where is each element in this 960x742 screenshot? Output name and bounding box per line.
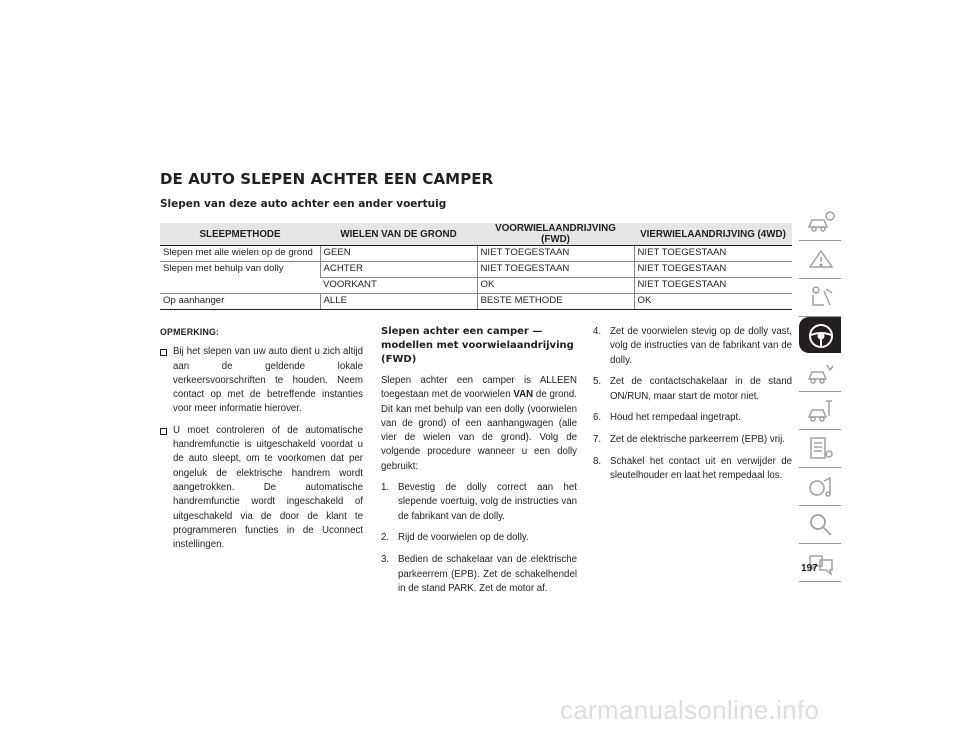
specifications-icon: [806, 434, 836, 464]
tab-seat-safety[interactable]: [799, 279, 841, 317]
header-4wd: VIERWIELAANDRIJVING (4WD): [634, 223, 792, 246]
table-cell: ACHTER: [320, 262, 477, 278]
step-item: [381, 553, 577, 596]
tab-index[interactable]: [799, 506, 841, 544]
seat-safety-icon: [806, 283, 836, 313]
table-cell: ALLE: [320, 294, 477, 310]
procedure-column: [381, 325, 577, 604]
step-number: 5.: [593, 376, 602, 388]
step-number: 2.: [381, 532, 390, 544]
note-bullet-text: Bij het slepen van uw auto dient u zich altijd aan de geldende lokale verkeersvoorschriften te houden. Neem contact op met de betreffende instanties voor meer informatie hierover.: [173, 346, 363, 415]
table-cell: OK: [477, 278, 634, 294]
checkbox-bullet-icon: [160, 349, 167, 356]
table-cell: Slepen met alle wielen op de grond: [160, 246, 320, 262]
step-item: [593, 455, 792, 484]
tab-servicing[interactable]: [799, 392, 841, 430]
step-text: Houd het rempedaal ingetrapt.: [610, 412, 741, 424]
table-cell: NIET TOEGESTAAN: [634, 262, 792, 278]
towing-table: [160, 223, 792, 310]
table-cell: NIET TOEGESTAAN: [634, 278, 792, 294]
table-cell: BESTE METHODE: [477, 294, 634, 310]
intro-bold-word: VAN: [513, 389, 534, 401]
car-crash-icon: [806, 358, 836, 388]
car-info-icon: [806, 207, 836, 237]
tab-car-info[interactable]: [799, 203, 841, 241]
step-number: 4.: [593, 326, 602, 337]
procedure-column-continued: [593, 325, 792, 491]
step-text: Rijd de voorwielen op de dolly.: [398, 532, 529, 544]
steering-wheel-icon: [806, 321, 836, 351]
header-fwd: VOORWIELAANDRIJVING (FWD): [477, 223, 634, 246]
step-text: Schakel het contact uit en verwijder de sleutelhouder en laat het rempedaal los.: [610, 456, 792, 482]
note-column: [160, 325, 363, 559]
step-item: [593, 411, 792, 425]
table-cell: NIET TOEGESTAAN: [634, 246, 792, 262]
header-wheels-off-ground: WIELEN VAN DE GROND: [320, 223, 477, 246]
step-text: Zet de voorwielen stevig op de dolly vast, volg de instructies van de fabrikant van de dolly.: [610, 326, 792, 366]
table-cell: NIET TOEGESTAAN: [477, 262, 634, 278]
tab-starting-driving[interactable]: [799, 317, 841, 353]
note-bullet: [160, 424, 363, 553]
note-bullet: [160, 345, 363, 416]
watermark: carmanualsonline.info: [560, 695, 820, 725]
step-item: [593, 325, 792, 368]
step-number: 1.: [381, 482, 390, 494]
step-number: 8.: [593, 456, 602, 468]
tab-multimedia[interactable]: [799, 468, 841, 506]
step-item: [381, 531, 577, 545]
warning-lights-icon: [806, 245, 836, 275]
intro-paragraph: [381, 374, 577, 474]
table-cell: OK: [634, 294, 792, 310]
step-text: Zet de elektrische parkeerrem (EPB) vrij.: [610, 434, 785, 446]
table-cell: GEEN: [320, 246, 477, 262]
intro-text-start: Slepen achter een camper is ALLEEN toegestaan met de voorwielen: [381, 375, 577, 401]
note-heading: OPMERKING:: [160, 327, 220, 337]
step-text: Bevestig de dolly correct aan het slepende voertuig, volg de instructies van de fabrikant van de dolly.: [398, 482, 577, 522]
section-heading: Slepen achter een camper — modellen met voorwielaandrijving (FWD): [381, 326, 574, 365]
step-number: 6.: [593, 412, 602, 424]
step-item: [593, 375, 792, 404]
step-number: 7.: [593, 434, 602, 446]
table-row: [160, 246, 792, 262]
tab-warning-lights[interactable]: [799, 241, 841, 279]
step-number: 3.: [381, 554, 390, 566]
table-cell: Op aanhanger: [160, 294, 320, 310]
table-row: [160, 294, 792, 310]
step-item: [381, 481, 577, 524]
page-number: 197: [801, 563, 818, 574]
chapter-tabs: [799, 203, 841, 582]
service-car-icon: [806, 396, 836, 426]
step-text: Bedien de schakelaar van de elektrische parkeerrem (EPB). Zet de schakelhendel in de stand PARK. Zet de motor af.: [398, 554, 577, 594]
section-subtitle: Slepen van deze auto achter een ander voertuig: [160, 198, 447, 210]
table-cell: NIET TOEGESTAAN: [477, 246, 634, 262]
step-item: [593, 433, 792, 447]
step-text: Zet de contactschakelaar in de stand ON/RUN, maar start de motor niet.: [610, 376, 792, 402]
tab-specifications[interactable]: [799, 430, 841, 468]
table-header-row: [160, 223, 792, 246]
header-tow-method: SLEEPMETHODE: [160, 223, 320, 246]
checkbox-bullet-icon: [160, 428, 167, 435]
tab-emergency[interactable]: [799, 354, 841, 392]
note-bullet-text: U moet controleren of de automatische handremfunctie is uitgeschakeld voordat u de auto sleept, om te voorkomen dat per ongeluk de elektrische handrem wordt aangetrokken. De automatische handremfunctie wordt ingeschakeld of uitgeschakeld via de door de klant te programmeren functies in de Uconnect instellingen.: [173, 424, 363, 551]
search-icon: [806, 510, 836, 540]
multimedia-icon: [806, 472, 836, 502]
table-cell: Slepen met behulp van dolly: [160, 262, 320, 294]
intro-text-end: de grond. Dit kan met behulp van een dolly (voorwielen van de grond) of een aanhangwagen (alle vier de wielen van de grond). Volg de volgende procedure wanneer u een dolly gebruikt:: [381, 389, 577, 472]
table-row: [160, 262, 792, 278]
table-cell: VOORKANT: [320, 278, 477, 294]
page-title: DE AUTO SLEPEN ACHTER EEN CAMPER: [160, 170, 494, 188]
